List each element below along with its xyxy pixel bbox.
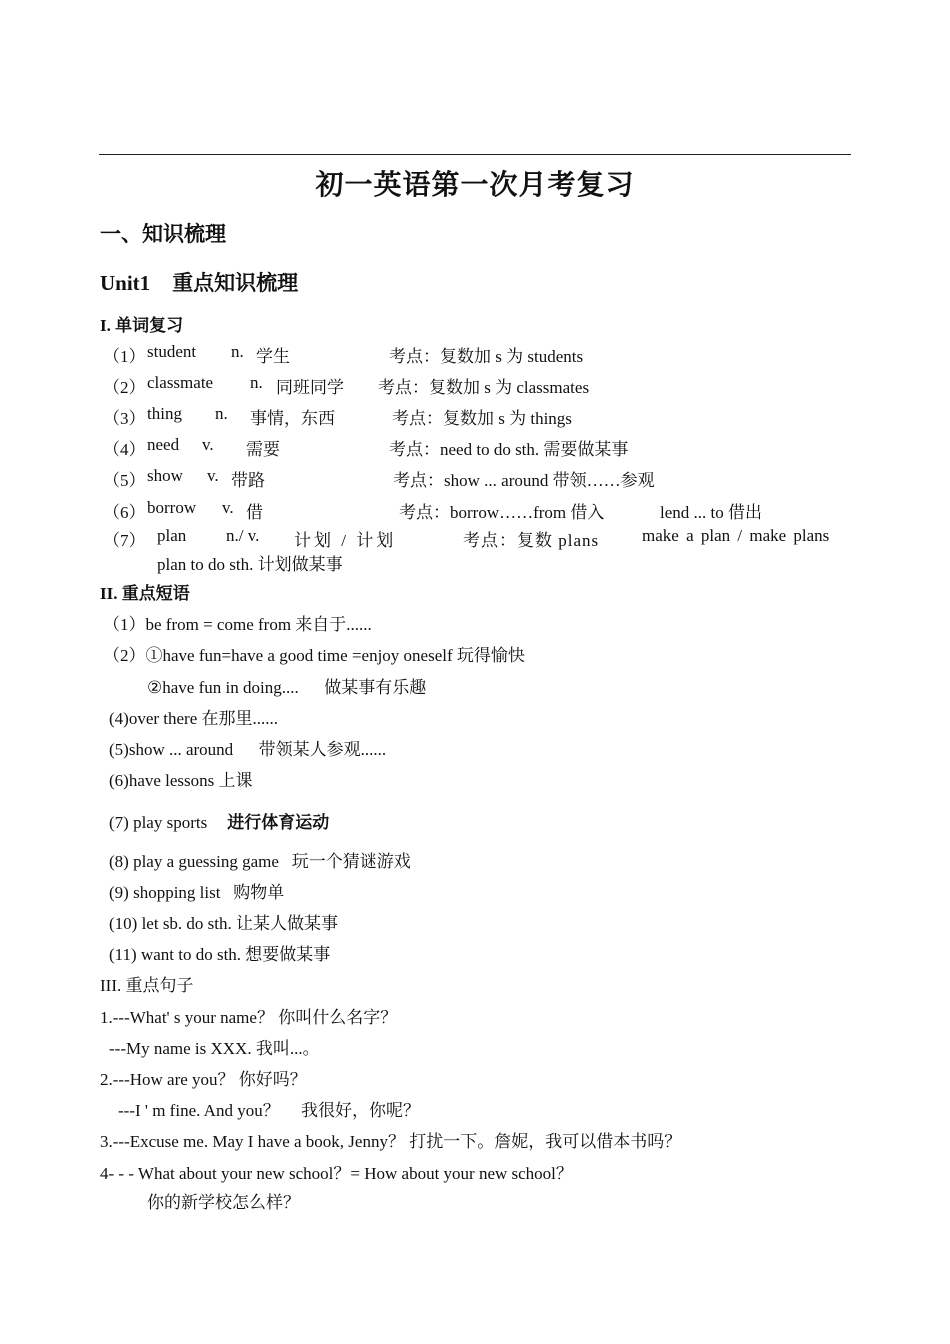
vocab-pos: n.	[215, 404, 228, 423]
vocab-note: 考点：复数加 s 为 classmates	[378, 378, 590, 397]
vocab-word: classmate	[147, 373, 214, 392]
vocab-pos: n.	[231, 342, 244, 361]
phrase-item: (9) shopping list 购物单	[109, 883, 285, 902]
phrase-item: (6)have lessons 上课	[109, 771, 253, 790]
sentence-item: ---I ' m fine. And you？ 我很好，你呢？	[118, 1101, 420, 1120]
vocab-note: 考点：复数加 s 为 students	[389, 347, 584, 366]
unit-heading-text: 重点知识梳理	[172, 271, 299, 295]
vocab-note: 考点：show ... around 带领……参观	[393, 471, 655, 490]
vocab-meaning: 需要	[246, 440, 280, 459]
vocab-meaning: 同班同学	[276, 378, 344, 397]
vocab-num: （5）	[103, 471, 146, 490]
vocab-word: student	[147, 342, 197, 361]
vocab-note-continued: plan to do sth. 计划做某事	[157, 555, 343, 574]
vocab-word: borrow	[147, 498, 197, 517]
vocab-pos: v.	[202, 435, 214, 454]
sentence-item: ---My name is XXX. 我叫...。	[109, 1039, 320, 1058]
vocab-num: （7）	[103, 531, 146, 550]
sentence-translation: 你的新学校怎么样？	[147, 1193, 300, 1212]
phrase-item: （2）①have fun=have a good time =enjoy oneself 玩得愉快	[103, 646, 525, 665]
phrase-item: （1）be from = come from 来自于......	[103, 615, 372, 634]
unit-heading	[100, 267, 298, 297]
phrase-item: (4)over there 在那里......	[109, 709, 279, 728]
vocab-meaning: 学生	[256, 347, 290, 366]
vocab-heading: I. 单词复习	[100, 316, 184, 335]
vocab-note-extra: make a plan / make plans	[642, 526, 830, 545]
vocab-word: thing	[147, 404, 182, 423]
vocab-word: need	[147, 435, 180, 454]
vocab-note-extra: lend ... to 借出	[660, 503, 762, 522]
vocab-meaning: 借	[246, 503, 263, 522]
vocab-pos: n.	[250, 373, 263, 392]
sentence-item: 4- - - What about your new school？= How about your new school？	[100, 1164, 573, 1183]
vocab-num: （2）	[103, 378, 146, 397]
vocab-num: （3）	[103, 409, 146, 428]
header-rule	[99, 154, 851, 155]
page-title: 初一英语第一次月考复习	[315, 170, 635, 201]
sentence-item: 1.---What' s your name？ 你叫什么名字？	[100, 1008, 398, 1027]
phrases-heading: II. 重点短语	[100, 584, 190, 603]
vocab-pos: v.	[207, 466, 219, 485]
sentence-item: 3.---Excuse me. May I have a book, Jenny？ 打扰一下。詹妮，我可以借本书吗？	[100, 1132, 682, 1151]
vocab-meaning: 带路	[231, 471, 265, 490]
vocab-meaning: 事情，东西	[250, 409, 335, 428]
unit-name: Unit1	[100, 271, 151, 295]
vocab-num: （6）	[103, 503, 146, 522]
vocab-word: plan	[157, 526, 187, 545]
vocab-note: 考点：need to do sth. 需要做某事	[389, 440, 629, 459]
phrase-item	[109, 808, 329, 833]
vocab-note: 考点：borrow……from 借入	[399, 503, 605, 522]
vocab-num: （1）	[103, 347, 146, 366]
sentence-item: 2.---How are you？ 你好吗？	[100, 1070, 307, 1089]
vocab-word: show	[147, 466, 183, 485]
phrase-en: (7) play sports	[109, 813, 208, 832]
phrase-item: (5)show ... around 带领某人参观......	[109, 740, 387, 759]
section-heading-knowledge: 一、知识梳理	[100, 222, 226, 246]
phrase-item: (11) want to do sth. 想要做某事	[109, 945, 331, 964]
phrase-item: ②have fun in doing.... 做某事有乐趣	[147, 678, 427, 697]
phrase-cn-bold: 进行体育运动	[227, 813, 330, 832]
phrase-item: (10) let sb. do sth. 让某人做某事	[109, 914, 339, 933]
phrase-item: (8) play a guessing game 玩一个猜谜游戏	[109, 852, 411, 871]
vocab-note: 考点：复数加 s 为 things	[392, 409, 572, 428]
sentences-heading: III. 重点句子	[100, 976, 194, 995]
vocab-pos: n./ v.	[226, 526, 260, 545]
vocab-num: （4）	[103, 440, 146, 459]
vocab-pos: v.	[222, 498, 234, 517]
vocab-meaning: 计划 / 计划	[294, 531, 397, 550]
vocab-note: 考点：复数 plans	[463, 531, 600, 550]
